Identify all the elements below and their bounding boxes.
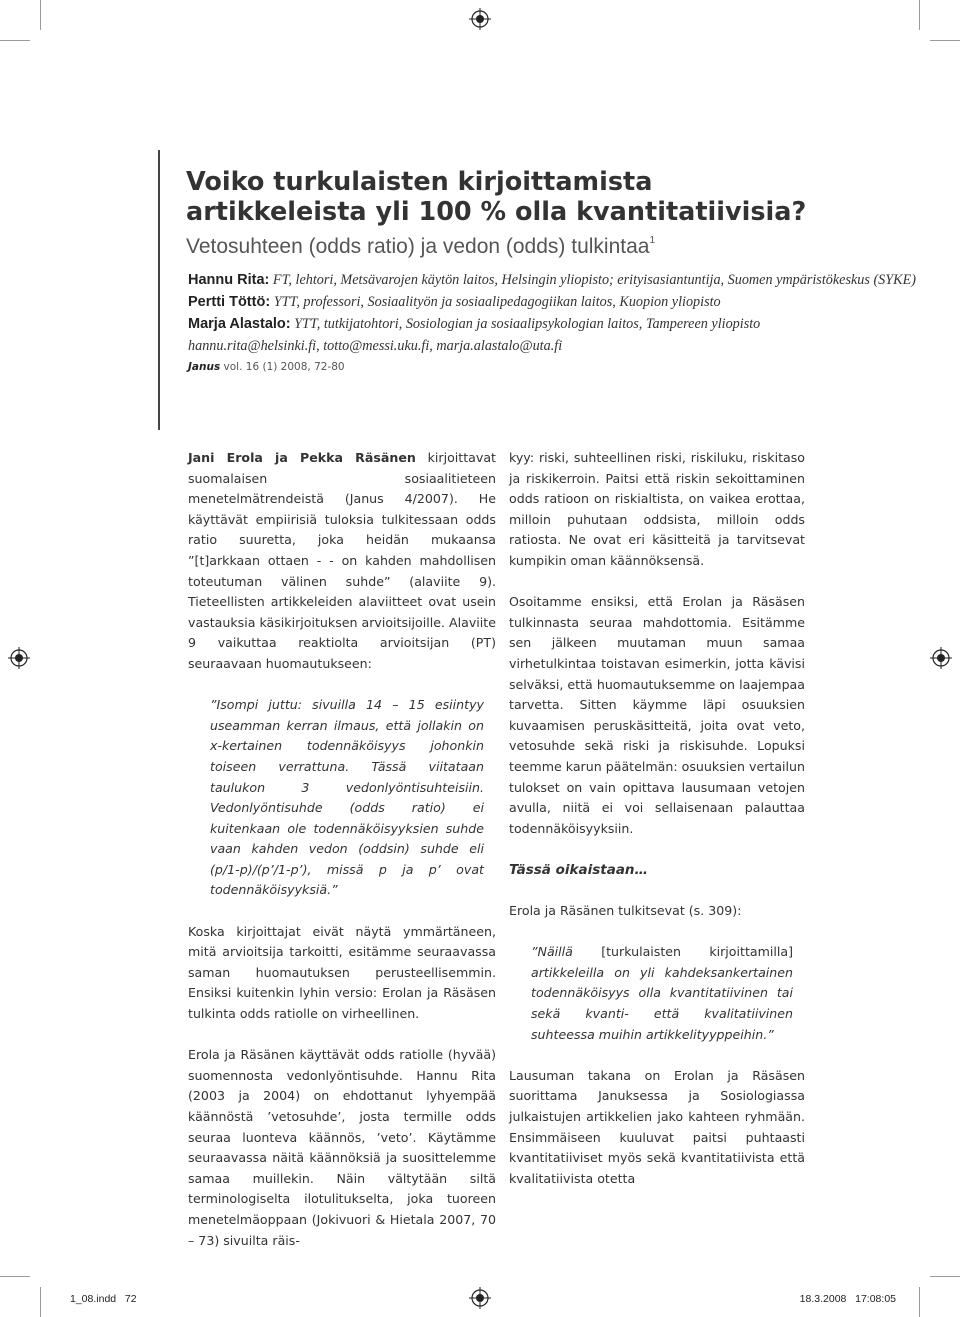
quote-insertion: [turkulaisten kirjoittamilla] <box>601 944 793 960</box>
author-line <box>188 314 888 334</box>
block-quote <box>531 942 793 1045</box>
paragraph: Koska kirjoittajat eivät näytä ymmärtäneen, mitä arvioitsija tarkoitti, esitämme seuraavassa saman huomautuksen perusteellisemmin. Ensiksi kuitenkin lyhin versio: Erolan ja Räsäsen tulkinta odds ratiolle on virheellinen. <box>188 923 496 1022</box>
paragraph: kyy: riski, suhteellinen riski, riskiluku, riskitaso ja riskikerroin. Paitsi että riskin sekoittaminen odds ratioon on riskialtista, on vaikea erottaa, milloin puhutaan oddsista, milloin odds ratiosta. Ne ovat eri käsitteitä ja tarvitsevat kumpikin oman käännöksensä. <box>509 450 805 568</box>
author-name: Marja Alastalo: <box>188 316 291 332</box>
left-column <box>188 448 496 1251</box>
crop-mark <box>0 1276 30 1277</box>
author-emails: hannu.rita@helsinki.fi, totto@messi.uku.fi, marja.alastalo@uta.fi <box>188 338 563 354</box>
crop-mark <box>930 1276 960 1277</box>
paragraph-text: kirjoittavat suomalaisen sosiaalitieteen menetelmätrendeistä (Janus 4/2007). He käyttävät empiirisiä tuloksia tulkitessaan odds ratio suuretta, joka heidän mukaansa ”[t]arkkaan ottaen - - on kahden mahdollisen toteutuman välinen suhde” (alaviite 9). Tieteellisten artikkeleiden alaviitteet ovat usein vastauksia käsikirjoituksen arvioitsijoille. Alaviite 9 vaikuttaa reaktiolta arvioitsijan (PT) seuraavaan huomautukseen: <box>188 450 496 671</box>
footnote-marker: 1 <box>649 235 656 246</box>
registration-mark-icon <box>469 1287 491 1309</box>
author-line <box>188 292 888 312</box>
article-title: Voiko turkulaisten kirjoittamista artikkeleista yli 100 % olla kvantitatiivisia? <box>186 167 807 227</box>
author-name: Pertti Töttö: <box>188 294 271 310</box>
paragraph: Osoitamme ensiksi, että Erolan ja Räsäsen tulkinnasta seuraa mahdottomia. Esitämme sen jälkeen muutaman muun samaa virhetulkintaa toistavan esimerkin, jotta kävisi selväksi, että huomautuksemme on laajempaa tarvetta. Sitten käymme läpi osuuksien kuvaamisen peruskäsitteitä, joita ovat veto, vetosuhde sekä riski ja riskisuhde. Lopuksi teemme karun päätelmän: osuuksien vertailun tulokset on vain opittava lausumaan vetojen avulla, niitä ei voi sellaisenaan palauttaa todennäköisyyksiin. <box>509 594 805 836</box>
author-affiliation: FT, lehtori, Metsävarojen käytön laitos, Helsingin yliopisto; erityisasiantuntija, Suomen ympäristökeskus (SYKE) <box>272 272 917 288</box>
article-subtitle <box>186 229 836 259</box>
header-rule <box>158 150 160 430</box>
journal-name: Janus <box>188 361 221 373</box>
crop-mark <box>930 40 960 41</box>
subtitle-text: Vetosuhteen (odds ratio) ja vedon (odds) tulkintaa <box>186 235 650 258</box>
block-quote: ”Isompi juttu: sivuilla 14 – 15 esiintyy useamman kerran ilmaus, että jollakin on x-kertainen todennäköisyys johonkin toiseen verrattuna. Tässä viitataan taulukon 3 vedonlyöntisuhteisiin. Vedonlyöntisuhde (odds ratio) ei kuitenkaan ole todennäköisyyksien suhde vaan kahden vedon (oddsin) suhde eli (p/1-p)/(p’/1-p’), missä p ja p’ ovat todennäköisyyksiä.” <box>210 697 484 898</box>
paragraph: Erola ja Räsänen tulkitsevat (s. 309): <box>509 903 742 919</box>
crop-mark <box>0 40 30 41</box>
quote-text: artikkeleilla on yli kahdeksankertainen todennäköisyys olla kvantitatiivinen tai sekä kvanti- että kvalitatiivinen suhteessa muihin artikkelityyppeihin.” <box>531 964 793 1042</box>
section-heading: Tässä oikaistaan… <box>509 861 649 878</box>
author-name: Hannu Rita: <box>188 272 270 288</box>
paragraph: Lausuman takana on Erolan ja Räsäsen suorittama Januksessa ja Sosiologiassa julkaistujen artikkelien jako kahteen ryhmään. Ensimmäiseen kuuluvat paitsi puhtaasti kvantitatiiviset myös sekä kvantitatiivista että kvalitatiivista otetta <box>509 1067 805 1186</box>
paragraph: Erola ja Räsänen käyttävät odds ratiolle (hyvää) suomennosta vedonlyöntisuhde. Hannu Rita (2003 ja 2004) on ehdottanut lyhyempää käännöstä ’vetosuhde’, josta termille odds seuraa luonteva käännös, ’veto’. Käytämme seuraavassa näitä käännöksiä ja suosittelemme samaa muillekin. Näin vältytään siltä terminologiselta ilotulitukselta, joka tuoreen menetelmäoppaan (Jokivuori & Hietala 2007, 70 – 73) sivuilta räis- <box>188 1047 496 1248</box>
crop-mark <box>40 1287 41 1317</box>
right-column <box>509 448 805 1189</box>
quote-text: ”Näillä <box>531 944 602 960</box>
crop-mark <box>919 1287 920 1317</box>
journal-citation <box>188 361 345 373</box>
author-affiliation: YTT, professori, Sosiaalityön ja sosiaalipedagogiikan laitos, Kuopion yliopisto <box>273 294 721 310</box>
paragraph <box>188 448 496 675</box>
registration-mark-icon <box>8 647 30 669</box>
slug-filename: 1_08.indd 72 <box>70 1293 137 1305</box>
registration-mark-icon <box>930 647 952 669</box>
slug-timestamp: 18.3.2008 17:08:05 <box>799 1293 896 1305</box>
crop-mark <box>40 0 41 30</box>
registration-mark-icon <box>469 8 491 30</box>
intro-names: Jani Erola ja Pekka Räsänen <box>188 450 416 465</box>
journal-volume: vol. 16 (1) 2008, 72-80 <box>223 361 345 373</box>
author-affiliation: YTT, tutkijatohtori, Sosiologian ja sosiaalipsykologian laitos, Tampereen yliopisto <box>294 316 761 332</box>
author-line <box>188 270 917 290</box>
crop-mark <box>919 0 920 30</box>
